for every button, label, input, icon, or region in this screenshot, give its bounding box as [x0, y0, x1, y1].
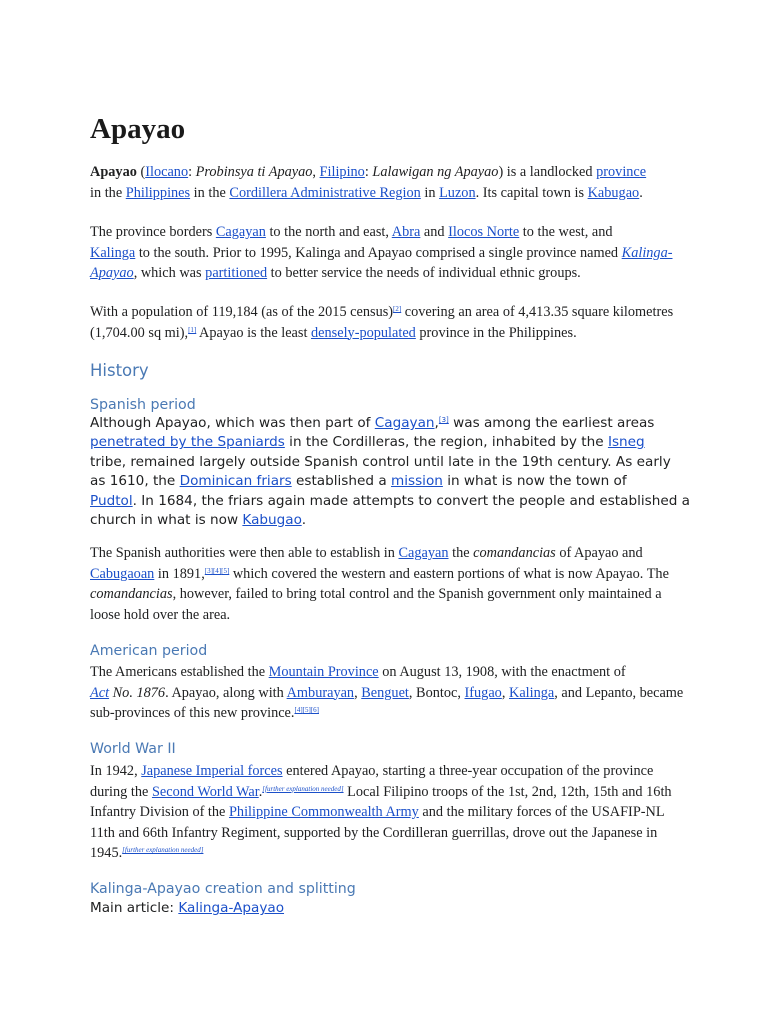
link-second-world-war[interactable]: Second World War — [151, 783, 259, 800]
link-kabugao[interactable]: Kabugao — [587, 184, 640, 201]
link-ilocos-norte[interactable]: Ilocos Norte — [448, 224, 520, 240]
link-act[interactable]: Act — [90, 684, 110, 701]
borders-paragraph: The province borders Cagayan to the north and east, Abra and Ilocos Norte to the west, and Kalinga to the south. Prior to 1995, Kalinga and Apayao comprised a single province named Kalinga-Apayao, which was partitioned to better service the needs of individual ethnic groups. — [90, 224, 673, 282]
intro-paragraph: Apayao (Ilocano: Probinsya ti Apayao, Filipino: Lalawigan ng Apayao) is a landlocked province in the Philippines in the Cordillera Administrative Region in Luzon. Its capital town is Kabugao. — [90, 164, 647, 201]
link-isneg[interactable]: Isneg — [607, 434, 645, 451]
ww2-heading: World War II — [90, 741, 176, 757]
page-title: Apayao — [90, 113, 186, 145]
link-philippine-commonwealth-army[interactable]: Philippine Commonwealth Army — [228, 804, 419, 821]
link-philippines[interactable]: Philippines — [125, 184, 191, 201]
link-kalinga-apayao[interactable]: Kalinga-Apayao — [90, 244, 673, 282]
link-luzon[interactable]: Luzon — [439, 184, 476, 201]
link-ifugao[interactable]: Ifugao — [464, 684, 502, 701]
link-amburayan[interactable]: Amburayan — [286, 684, 355, 701]
citation-4b[interactable]: [4] — [294, 706, 303, 715]
link-partitioned[interactable]: partitioned — [205, 265, 268, 282]
link-filipino[interactable]: Filipino — [319, 164, 365, 180]
american-paragraph: The Americans established the Mountain Province on August 13, 1908, with the enactment of Act No. 1876. Apayao, along with Amburayan, Benguet, Bontoc, Ifugao, Kalinga, and Lepanto, became sub-provinces of this new province.[4][5][6] — [90, 664, 684, 722]
link-cabugaoan[interactable]: Cabugaoan — [90, 565, 155, 582]
link-benguet[interactable]: Benguet — [361, 684, 409, 701]
link-main-article-kalinga-apayao[interactable]: Kalinga-Apayao — [178, 900, 285, 916]
further-explanation-note-2[interactable]: [further explanation needed] — [122, 846, 204, 855]
spanish-paragraph-1: Although Apayao, which was then part of Cagayan,[3] was among the earliest areas penetrated by the Spaniards in the Cordilleras, the region, inhabited by the Isneg tribe, remained largely outside Spanish control until late in the 19th century. As early as 1610, the Dominican friars established a mission in what is now the town of Pudtol. In 1684, the friars again made attempts to convert the people and established a church in what is now Kabugao. — [90, 415, 690, 529]
link-kalinga-2[interactable]: Kalinga — [509, 684, 555, 701]
link-densely-populated[interactable]: densely-populated — [311, 324, 416, 341]
link-cagayan-2[interactable]: Cagayan — [374, 415, 435, 431]
main-article-hatnote: Main article: Kalinga-Apayao — [90, 900, 285, 916]
citation-6[interactable]: [6] — [310, 706, 319, 715]
link-mountain-province[interactable]: Mountain Province — [268, 664, 379, 680]
citation-5b[interactable]: [5] — [302, 706, 311, 715]
link-kalinga[interactable]: Kalinga — [90, 244, 136, 261]
link-mission[interactable]: mission — [390, 473, 443, 490]
population-paragraph: With a population of 119,184 (as of the 2015 census)[2] covering an area of 4,413.35 square kilometres (1,704.00 sq mi),[1] Apayao is the least densely-populated province in the Philippines. — [90, 304, 674, 341]
citation-5[interactable]: [5] — [221, 566, 230, 575]
history-heading: History — [90, 361, 149, 380]
ww2-paragraph: In 1942, Japanese Imperial forces entered Apayao, starting a three-year occupation of the province during the Second World War.[further explanation needed] Local Filipino troops of the 1st, 2nd, 12th, 15th and 16th Infantry Division of the Philippine Commonwealth Army and the military forces of the USAFIP-NL 11th and 66th Infantry Regiment, supported by the Cordilleran guerrillas, drove out the Japanese in 1945.[further explanation needed] — [90, 763, 672, 862]
kalinga-apayao-heading: Kalinga-Apayao creation and splitting — [90, 881, 356, 897]
citation-2[interactable]: [2] — [393, 305, 402, 313]
link-pudtol[interactable]: Pudtol — [90, 492, 133, 509]
link-kabugao-2[interactable]: Kabugao — [242, 512, 302, 529]
link-province[interactable]: province — [596, 164, 647, 180]
link-penetrated[interactable]: penetrated by the Spaniards — [90, 434, 285, 451]
link-ilocano[interactable]: Ilocano — [145, 164, 189, 180]
link-japanese-imperial-forces[interactable]: Japanese Imperial forces — [141, 763, 283, 779]
link-cordillera[interactable]: Cordillera Administrative Region — [229, 184, 421, 201]
link-dominican-friars[interactable]: Dominican friars — [179, 473, 292, 490]
citation-1[interactable]: [1] — [188, 325, 197, 334]
link-cagayan[interactable]: Cagayan — [215, 224, 266, 240]
further-explanation-note-1[interactable]: [further explanation needed] — [262, 784, 344, 793]
american-period-heading: American period — [90, 643, 208, 659]
link-abra[interactable]: Abra — [391, 224, 421, 240]
citation-3b[interactable]: [3] — [204, 566, 213, 575]
spanish-period-heading: Spanish period — [90, 397, 196, 413]
citation-4[interactable]: [4] — [212, 566, 222, 575]
spanish-paragraph-2: The Spanish authorities were then able to establish in Cagayan the comandancias of Apayao and Cabugaoan in 1891,[3][4][5] which covered the western and eastern portions of what is now Apayao. The comandancias, however, failed to bring total control and the Spanish government only maintained a loose hold over the area. — [90, 545, 669, 623]
link-cagayan-3[interactable]: Cagayan — [398, 545, 449, 561]
citation-3[interactable]: [3] — [438, 416, 449, 424]
